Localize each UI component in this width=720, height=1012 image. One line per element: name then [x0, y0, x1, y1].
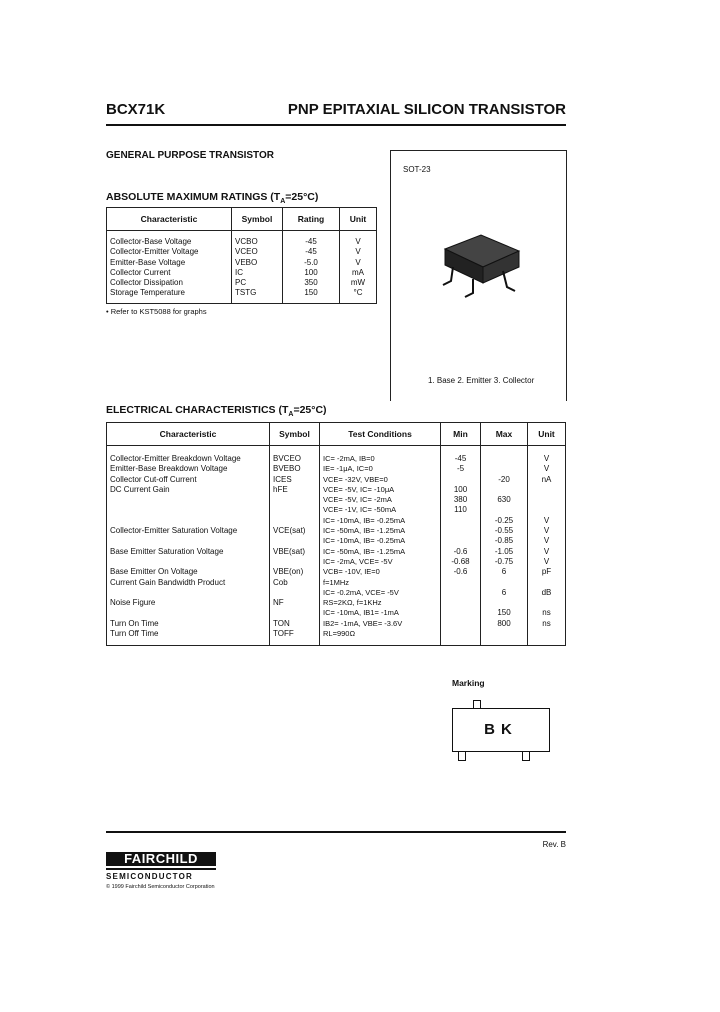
marking-code: BK: [484, 721, 518, 738]
subtitle: GENERAL PURPOSE TRANSISTOR: [106, 150, 274, 161]
col-symbol: Symbol: [232, 208, 283, 231]
brand-name: FAIRCHILD: [124, 851, 198, 866]
col-max: Max: [481, 423, 528, 446]
graphs-note: • Refer to KST5088 for graphs: [106, 307, 207, 316]
marking-box: [452, 708, 550, 752]
col-min: Min: [441, 423, 481, 446]
elec-title: ELECTRICAL CHARACTERISTICS $(T_A=25^\circ C)$: [106, 404, 327, 419]
abs-max-table: [106, 207, 377, 304]
revision: Rev. B: [542, 840, 566, 849]
elec-characteristics: Collector-Emitter Breakdown Voltage Emitter-Base Breakdown Voltage Collector Cut-off Current DC Current Gain Collector-Emitter Saturation Voltage Base Emitter Saturation Voltage Base Emitter On Voltage Current Gain Bandwidth Product Noise Figure Turn On Time Turn Off Time: [107, 446, 270, 646]
elec-max: -20 630 -0.25 -0.55 -0.85 -1.05 -0.75 6 6 150 800: [481, 446, 528, 646]
abs-max-ratings: -45 -45 -5.0 100 350 150: [283, 231, 340, 304]
marking-pin-left: [458, 752, 466, 761]
marking-pin-right: [522, 752, 530, 761]
col-unit: Unit: [340, 208, 377, 231]
abs-max-characteristics: Collector-Base Voltage Collector-Emitter Voltage Emitter-Base Voltage Collector Current Collector Dissipation Storage Temperature: [107, 231, 232, 304]
footer-rule: [106, 831, 566, 833]
elec-body-row: [107, 446, 566, 646]
abs-max-header-row: [107, 208, 377, 231]
sot23-package-icon: [431, 221, 531, 311]
logo-underline: [106, 868, 216, 870]
device-description: PNP EPITAXIAL SILICON TRANSISTOR: [287, 101, 566, 118]
abs-max-title: ABSOLUTE MAXIMUM RATINGS $(T_A=25^\circ C)$: [106, 191, 319, 206]
col-conditions: Test Conditions: [320, 423, 441, 446]
elec-table: [106, 422, 566, 646]
abs-max-units: V V V mA mW °C: [340, 231, 377, 304]
copyright: © 1999 Fairchild Semiconductor Corporation: [106, 884, 215, 890]
col-rating: Rating: [283, 208, 340, 231]
abs-max-body-row: [107, 231, 377, 304]
elec-min: -45 -5 100 380 110 -0.6 -0.68 -0.6: [441, 446, 481, 646]
col-characteristic: Characteristic: [107, 423, 270, 446]
part-number: BCX71K: [106, 101, 166, 118]
elec-symbols: BVCEO BVEBO ICES hFE VCE(sat) VBE(sat) VBE(on) Cob NF TON TOFF: [270, 446, 320, 646]
pin-description: 1. Base 2. Emitter 3. Collector: [428, 376, 535, 385]
package-box: [390, 150, 567, 401]
elec-units: V V nA V V V V V pF dB ns ns: [528, 446, 566, 646]
brand-sub: SEMICONDUCTOR: [106, 872, 194, 881]
col-symbol: Symbol: [270, 423, 320, 446]
elec-header-row: [107, 423, 566, 446]
elec-conditions: IC= -2mA, IB=0 IE= -1μA, IC=0 VCE= -32V, VBE=0 VCE= -5V, IC= -10μA VCE= -5V, IC= -2mA VCE= -1V, IC= -50mA IC= -10mA, IB= -0.25mA IC= -50mA, IB= -1.25mA IC= -10mA, IB= -0.25mA IC= -50mA, IB= -1.25mA IC= -2mA, VCE= -5V VCB= -10V, IE=0 f=1MHz IC= -0.2mA, VCE= -5V RS=2KΩ, f=1KHz IC= -10mA, IB1= -1mA IB2= -1mA, VBE= -3.6V RL=990Ω: [320, 446, 441, 646]
marking-label: Marking: [452, 678, 485, 688]
col-characteristic: Characteristic: [107, 208, 232, 231]
col-unit: Unit: [528, 423, 566, 446]
abs-max-symbols: VCBO VCEO VEBO IC PC TSTG: [232, 231, 283, 304]
header-rule: [106, 124, 566, 126]
package-name: SOT-23: [403, 165, 431, 174]
